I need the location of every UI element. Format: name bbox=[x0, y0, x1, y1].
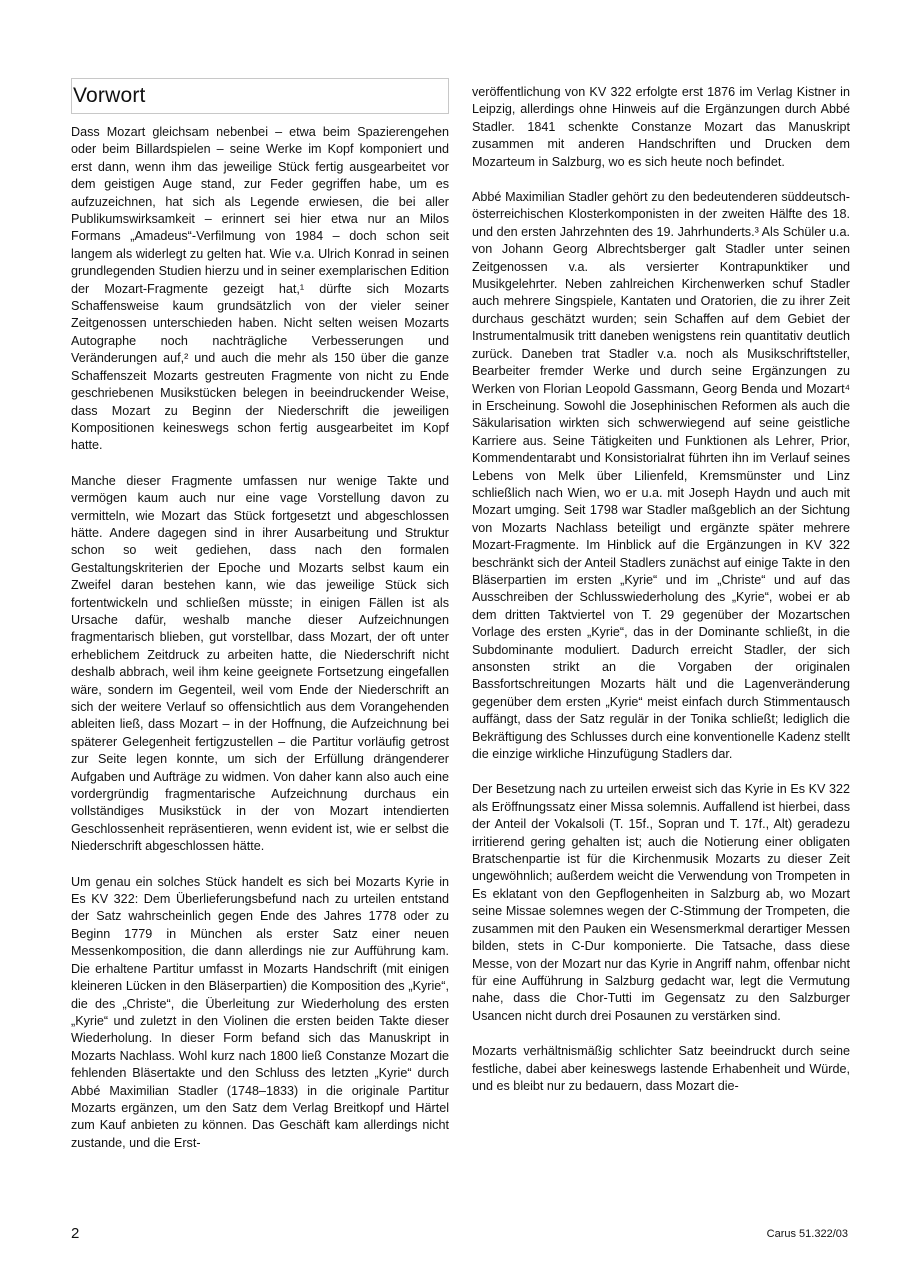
right-column bbox=[472, 84, 850, 1113]
left-column bbox=[71, 78, 449, 1170]
paragraph: veröffentlichung von KV 322 erfolgte erst 1876 im Verlag Kistner in Leipzig, allerdings ohne Hinweis auf die Ergänzungen durch Abbé Stadler. 1841 schenkte Constanze Mozart das Manuskript zusammen mit anderen Handschriften und Drucken dem Mozarteum in Salzburg, wo es sich heute noch befindet. bbox=[472, 85, 850, 169]
paragraph: Um genau ein solches Stück handelt es sich bei Mozarts Kyrie in Es KV 322: Dem Überlieferungsbefund nach zu urteilen entstand der Satz wahrscheinlich gegen Ende des Jahres 1778 oder zu Beginn 1779 in München als erster Satz einer neuen Messenkomposition, die dann allerdings nie zur Aufführung kam. Die erhaltene Partitur umfasst in Mozarts Handschrift (mit einigen kleineren Lücken in den Bläserpartien) die Komposition des „Kyrie“, die des „Christe“, die Überleitung zur Wiederholung des ersten „Kyrie“ und zuletzt in den Violinen die ersten beiden Takte dieser Wiederholung. In dieser Form befand sich das Manuskript in Mozarts Nachlass. Wohl kurz nach 1800 ließ Constanze Mozart die fehlenden Bläsertakte und den Schluss des letzten „Kyrie“ durch Abbé Maximilian Stadler (1748–1833) in die originale Partitur Mozarts ergänzen, um den Satz dem Verlag Breitkopf und Härtel zum Kauf anbieten zu können. Das Geschäft kam allerdings nicht zustande, und die Erst- bbox=[71, 874, 449, 1150]
page-number: 2 bbox=[71, 1225, 80, 1242]
catalog-reference: Carus 51.322/03 bbox=[766, 1228, 848, 1240]
paragraph: Dass Mozart gleichsam nebenbei – etwa beim Spazierengehen oder beim Billardspielen – seine Werke im Kopf komponiert und erst dann, wenn ihm das jeweilige Stück fertig ausgearbeitet vor dem geistigen Auge stand, zur Feder gegriffen habe, um es aufzuzeichnen, hat sich als Legende erwiesen, die bei aller Publikumswirksamkeit – erinnert sei hier etwa nur an Milos Formans „Amadeus“-Verfilmung von 1984 – doch schon seit langem als widerlegt zu gelten hat. Wie v.a. Ulrich Konrad in seinen grundlegenden Studien hierzu und in seiner exemplarischen Edition der Mozart-Fragmente gezeigt hat,¹ dürfte sich Mozarts Schaffensweise kaum grundsätzlich von der vieler seiner Zeitgenossen unterschieden haben. Nicht selten weisen Mozarts Autographe noch nachträgliche Verbesserungen und Veränderungen auf,² und auch die mehr als 150 über die ganze Schaffenszeit Mozarts gestreuten Fragmente von nicht zu Ende geschriebenen Musikstücken belegen in beeindruckender Weise, dass Mozart zu Beginn der Niederschrift die jeweiligen Kompositionen keineswegs schon fertig ausgearbeitet im Kopf hatte. bbox=[71, 125, 449, 453]
paragraph: Der Besetzung nach zu urteilen erweist sich das Kyrie in Es KV 322 als Eröffnungssatz einer Missa solemnis. Auffallend ist hierbei, dass der Anteil der Vokalsoli (T. 15f., Sopran und T. 17f., Alt) geradezu irritierend gering gehalten ist; auch die Notierung einer obligaten Bratschenpartie ist für die Kirchenmusik Mozarts zu dieser Zeit ungewöhnlich; außerdem weicht die Verwendung von Trompeten in Es eklatant von den Gepflogenheiten in Salzburg ab, wo Mozart seine Missae solemnes wegen der C-Stimmung der Trompeten, die zusammen mit den Pauken ein Wesensmerkmal derartiger Messen bilden, stets in C-Dur komponierte. Die Tatsache, dass diese Messe, von der Mozart nur das Kyrie in Angriff nahm, offenbar nicht für eine Aufführung in Salzburg gedacht war, legt die Vermutung nahe, dass die Chor-Tutti im Gegensatz zu den Salzburger Usancen nicht durch drei Posaunen zu verstärken sind. bbox=[472, 782, 850, 1023]
title-box bbox=[71, 78, 449, 114]
paragraph: Mozarts verhältnismäßig schlichter Satz beeindruckt durch seine festliche, dabei aber keineswegs lastende Erhabenheit und Würde, und es bleibt nur zu bedauern, dass Mozart die- bbox=[472, 1044, 850, 1093]
page-title: Vorwort bbox=[73, 84, 146, 107]
paragraph: Abbé Maximilian Stadler gehört zu den bedeutenderen süddeutsch-österreichischen Klosterkomponisten in der zweiten Hälfte des 18. und den ersten Jahrzehnten des 19. Jahrhunderts.³ Als Schüler u.a. von Johann Georg Albrechtsberger galt Stadler unter seinen Zeitgenossen v.a. als versierter Kontrapunktiker und Musikgelehrter. Neben zahlreichen Kirchenwerken schuf Stadler auch mehrere Singspiele, Kantaten und Oratorien, die zu ihrer Zeit durchaus geschätzt wurden; sein Schaffen auf dem Gebiet der Instrumentalmusik tritt daneben wenigstens rein quantitativ deutlich zurück. Daneben trat Stadler v.a. noch als Musikschriftsteller, Bearbeiter fremder Werke und durch seine Ergänzungen zu Werken von Florian Leopold Gassmann, Georg Benda und Mozart⁴ in Erscheinung. Sowohl die Josephinischen Reformen als auch die Säkularisation wirkten sich schwerwiegend auf seine geistliche Karriere aus. Seine Tätigkeiten und Funktionen als Lehrer, Prior, Kommendentarabt und Konsistorialrat führten ihn im Verlauf seines Lebens von Melk über Lilienfeld, Kremsmünster und Linz schließlich nach Wien, wo er u.a. mit Joseph Haydn und auch mit Mozart umging. Seit 1798 war Stadler maßgeblich an der Sichtung von Mozarts Nachlass beteiligt und ergänzte später mehrere Mozart-Fragmente. Im Hinblick auf die Ergänzungen in KV 322 beschränkt sich der Anteil Stadlers zunächst auf einige Takte in den Bläserpartien im ersten „Kyrie“ und im „Christe“ und auf das Ausschreiben der Schlusswiederholung des „Kyrie“, wobei er ab dem dritten Taktviertel von T. 29 gegenüber der Mozartschen Vorlage des ersten „Kyrie“, das in der Dominante schließt, in die Subdominante moduliert. Dadurch erreicht Stadler, der sich ansonsten strikt an die Vorgaben der originalen Bassfortschreitungen Mozarts hält und die Lagenveränderung gegenüber dem ersten „Kyrie“ meist einfach durch Stimmentausch auffängt, dass der Satz regulär in der Tonika schließt; lediglich die Bekräftigung des Schlusses durch eine konventionelle Kadenz stellt die einzige wirkliche Hinzufügung Stadlers dar. bbox=[472, 190, 850, 762]
paragraph: Manche dieser Fragmente umfassen nur wenige Takte und vermögen kaum auch nur eine vage Vorstellung davon zu vermitteln, wie Mozart das Stück fortgesetzt und abgeschlossen hätte. Andere dagegen sind in ihrer Ausarbeitung und Struktur schon so weit gediehen, dass nach den formalen Gestaltungskriterien der Epoche und Mozarts selbst kaum ein Zweifel daran bestehen kann, wie das jeweilige Stück sich fortentwickeln und schließen müsste; in einigen Fällen ist als Ursache dafür, weshalb manche dieser Aufzeichnungen fragmentarisch blieben, gut vorstellbar, dass Mozart, der oft unter erheblichem Zeitdruck zu arbeiten hatte, die Niederschrift nicht deshalb abbrach, weil ihm keine geeignete Fortsetzung eingefallen wäre, sondern im Gegenteil, weil vom Ende der Niederschrift an sich der weitere Verlauf so offensichtlich aus dem Vorangehenden ableiten ließ, dass Mozart – in der Hoffnung, die Aufzeichnung bei späterer Gelegenheit fertigzustellen – die Partitur vorläufig getrost zur Seite legen konnte, um sich der Erfüllung drängenderer Aufgaben und Aufträge zu widmen. Von daher kann also auch eine vordergründig fragmentarische Aufzeichnung durchaus ein vollständiges Musikstück in der von Mozart intendierten Geschlossenheit repräsentieren, wenn evident ist, wie er selbst die Niederschrift abgeschlossen hätte. bbox=[71, 473, 449, 854]
